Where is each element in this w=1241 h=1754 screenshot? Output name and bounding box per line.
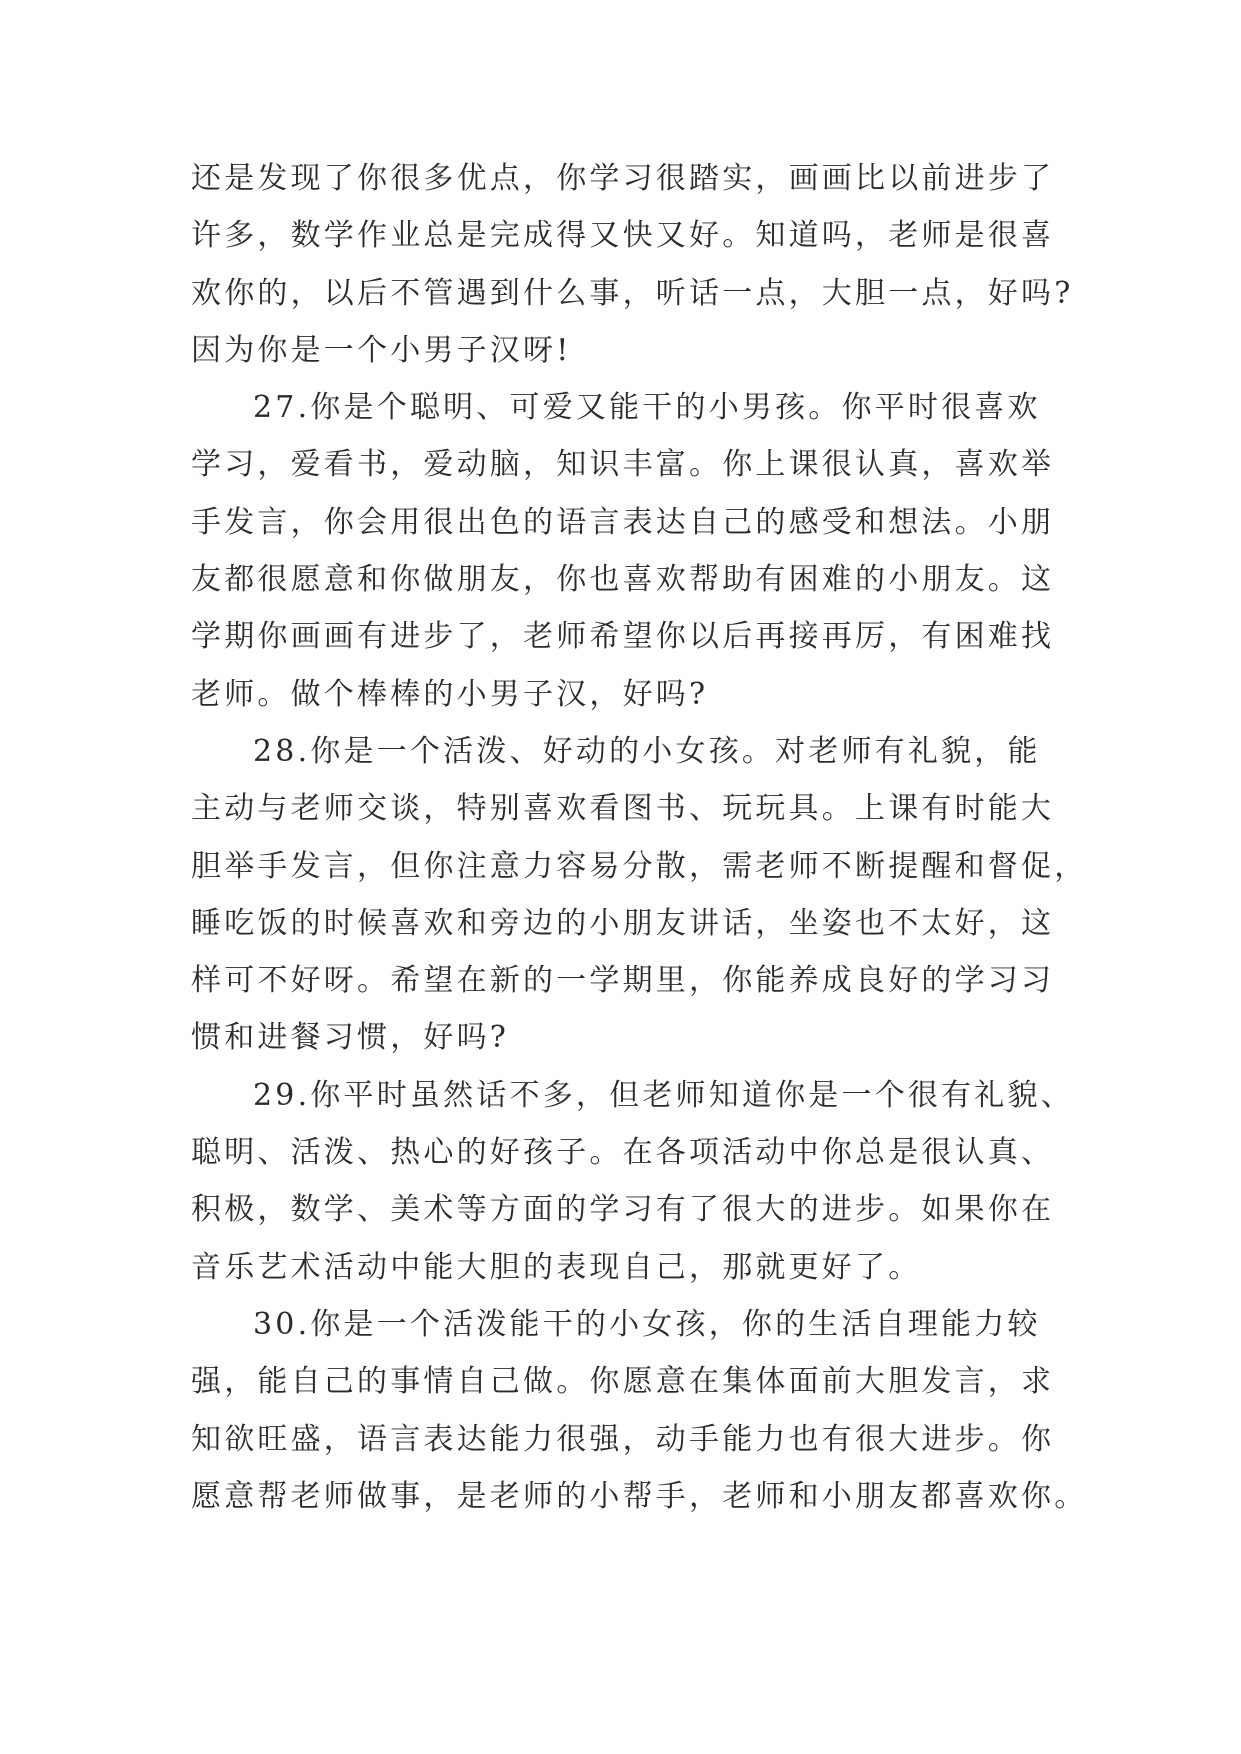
text-line: 惯和进餐习惯，好吗? — [191, 1020, 510, 1056]
text-line: 音乐艺术活动中能大胆的表现自己，那就更好了。 — [191, 1249, 922, 1285]
paragraph-start-29: 29.你平时虽然话不多，但老师知道你是一个很有礼貌、 — [253, 1077, 1074, 1113]
text-line: 样可不好呀。希望在新的一学期里，你能养成良好的学习习 — [191, 963, 1055, 999]
text-line: 主动与老师交谈，特别喜欢看图书、玩玩具。上课有时能大 — [191, 791, 1055, 827]
text-line: 胆举手发言，但你注意力容易分散，需老师不断提醒和督促， — [191, 848, 1088, 884]
paragraph-start-30: 30.你是一个活泼能干的小女孩，你的生活自理能力较 — [253, 1306, 1041, 1342]
text-line: 还是发现了你很多优点，你学习很踏实，画画比以前进步了 — [191, 161, 1055, 196]
text-line: 学习，爱看书，爱动脑，知识丰富。你上课很认真，喜欢举 — [191, 447, 1055, 483]
text-line: 聪明、活泼、热心的好孩子。在各项活动中你总是很认真、 — [191, 1135, 1055, 1171]
text-line: 积极，数学、美术等方面的学习有了很大的进步。如果你在 — [191, 1192, 1055, 1228]
text-line: 愿意帮老师做事，是老师的小帮手，老师和小朋友都喜欢你。 — [191, 1478, 1088, 1514]
text-line: 知欲旺盛，语言表达能力很强，动手能力也有很大进步。你 — [191, 1421, 1055, 1457]
text-line: 许多，数学作业总是完成得又快又好。知道吗，老师是很喜 — [191, 218, 1055, 254]
paragraph-start-27: 27.你是个聪明、可爱又能干的小男孩。你平时很喜欢 — [253, 390, 1041, 426]
text-line: 因为你是一个小男子汉呀! — [191, 332, 572, 368]
text-line: 学期你画画有进步了，老师希望你以后再接再厉，有困难找 — [191, 619, 1055, 655]
text-line: 睡吃饭的时候喜欢和旁边的小朋友讲话，坐姿也不太好，这 — [191, 905, 1055, 941]
text-line: 友都很愿意和你做朋友，你也喜欢帮助有困难的小朋友。这 — [191, 562, 1055, 598]
text-line: 老师。做个棒棒的小男子汉，好吗? — [191, 676, 709, 712]
text-line: 欢你的，以后不管遇到什么事，听话一点，大胆一点，好吗? — [191, 275, 1074, 311]
text-line: 手发言，你会用很出色的语言表达自己的感受和想法。小朋 — [191, 504, 1055, 540]
paragraph-start-28: 28.你是一个活泼、好动的小女孩。对老师有礼貌，能 — [253, 733, 1041, 769]
body-text — [191, 150, 1088, 1525]
text-line: 强，能自己的事情自己做。你愿意在集体面前大胆发言，求 — [191, 1364, 1055, 1400]
